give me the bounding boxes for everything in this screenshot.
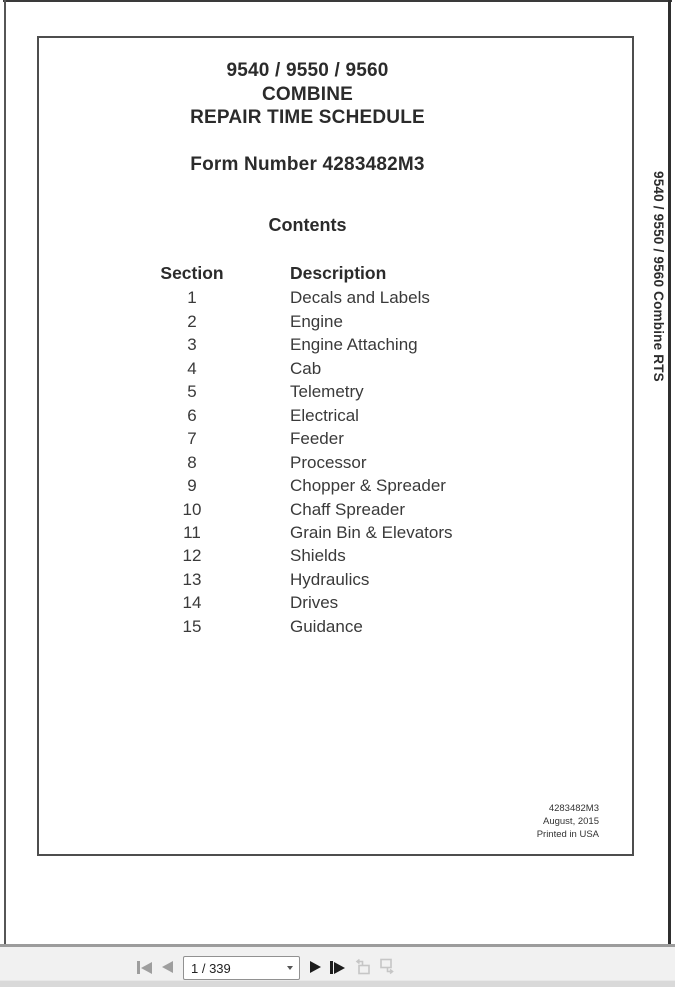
next-page-icon — [310, 961, 321, 973]
toc-row: 14 Drives — [182, 593, 339, 613]
imprint-printed-in: Printed in USA — [536, 828, 599, 840]
page-number-input[interactable] — [183, 956, 300, 980]
spine-text: 9540 / 9550 / 9560 Combine RTS — [651, 171, 666, 382]
window-bottom-strip — [0, 980, 675, 987]
next-page-button[interactable] — [310, 961, 321, 973]
title-line-combine: COMBINE — [261, 83, 354, 105]
scan-edge-left — [4, 0, 6, 944]
cover-page-border-box — [37, 36, 634, 856]
toc-row: 8 Processor — [187, 452, 367, 472]
scan-edge-right — [668, 0, 671, 944]
table-of-contents — [39, 262, 453, 638]
toc-row: 1 Decals and Labels — [187, 288, 430, 308]
next-view-icon — [377, 957, 398, 976]
imprint-block — [537, 803, 599, 841]
contents-heading: Contents — [268, 215, 347, 235]
toc-header-description: Description — [290, 263, 387, 283]
toc-header-section: Section — [160, 263, 224, 283]
first-page-icon — [137, 961, 140, 974]
page-navigation-toolbar — [0, 947, 675, 980]
toc-row: 2 Engine — [187, 311, 343, 331]
previous-page-icon — [162, 961, 173, 973]
last-page-button[interactable] — [330, 961, 345, 974]
first-page-button[interactable] — [137, 961, 152, 974]
previous-view-button[interactable] — [352, 957, 373, 976]
toc-row: 3 Engine Attaching — [187, 335, 418, 355]
toc-row: 11 Grain Bin & Elevators — [183, 522, 453, 542]
toc-row: 13 Hydraulics — [182, 569, 370, 589]
next-view-button[interactable] — [377, 957, 398, 976]
scan-edge-top — [3, 0, 672, 2]
previous-view-icon — [352, 957, 373, 976]
toc-row: 10 Chaff Spreader — [182, 499, 405, 519]
toc-row: 15 Guidance — [182, 616, 363, 636]
toc-row: 6 Electrical — [187, 405, 359, 425]
toc-row: 4 Cab — [187, 358, 322, 378]
title-line-models: 9540 / 9550 / 9560 — [226, 60, 389, 81]
title-block — [39, 59, 576, 176]
chevron-down-icon[interactable] — [287, 966, 293, 970]
title-line-schedule: REPAIR TIME SCHEDULE — [190, 107, 425, 128]
toc-row: 7 Feeder — [187, 429, 344, 449]
last-page-icon — [330, 961, 333, 974]
title-gap — [39, 130, 576, 153]
previous-page-button[interactable] — [162, 961, 173, 973]
imprint-form-number: 4283482M3 — [548, 803, 599, 814]
toc-row: 9 Chopper & Spreader — [187, 476, 446, 496]
imprint-date: August, 2015 — [543, 815, 599, 827]
toc-row: 12 Shields — [182, 546, 346, 566]
toc-header-row — [39, 262, 453, 285]
toc-row: 5 Telemetry — [187, 382, 364, 402]
form-number: Form Number 4283482M3 — [190, 153, 425, 175]
page-number-combobox — [183, 956, 300, 980]
